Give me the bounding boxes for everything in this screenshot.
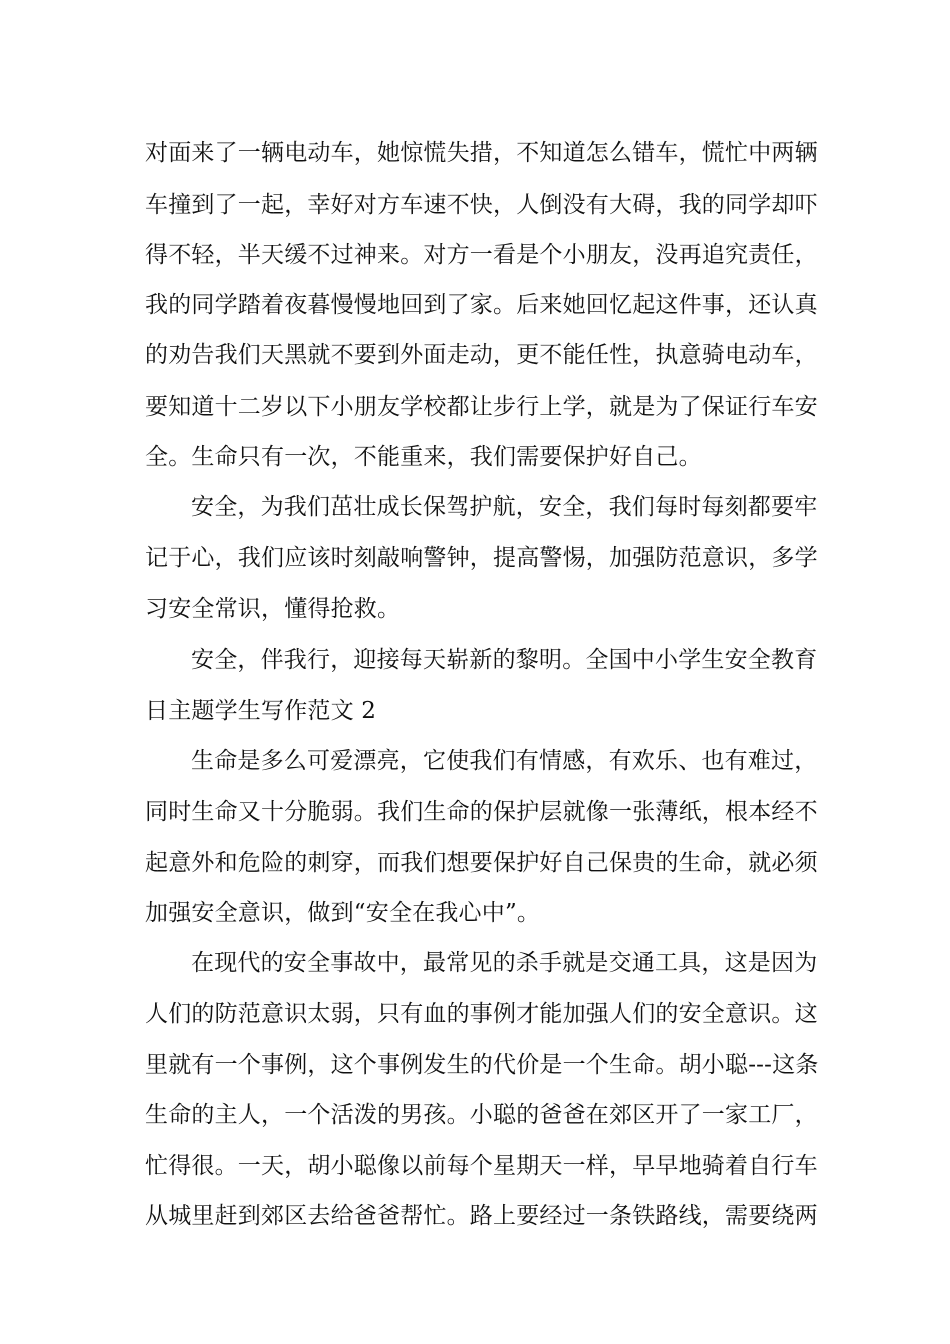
text-line: 人们的防范意识太弱，只有血的事例才能加强人们的安全意识。这 xyxy=(145,1001,818,1027)
text-line: 加强安全意识，做到“安全在我心中”。 xyxy=(145,900,541,926)
text-line: 生命的主人，一个活泼的男孩。小聪的爸爸在郊区开了一家工厂， xyxy=(145,1102,818,1128)
text-line: 同时生命又十分脆弱。我们生命的保护层就像一张薄纸，根本经不 xyxy=(145,799,818,825)
text-line: 习安全常识，懂得抢救。 xyxy=(145,596,401,622)
text-line: 忙得很。一天，胡小聪像以前每个星期天一样，早早地骑着自行车 xyxy=(145,1153,818,1179)
text-line: 的劝告我们天黑就不要到外面走动，更不能任性，执意骑电动车， xyxy=(145,342,818,368)
text-line: 得不轻，半天缓不过神来。对方一看是个小朋友，没再追究责任， xyxy=(145,242,818,268)
text-line: 要知道十二岁以下小朋友学校都让步行上学，就是为了保证行车安 xyxy=(145,394,818,420)
text-line: 从城里赶到郊区去给爸爸帮忙。路上要经过一条铁路线，需要绕两 xyxy=(145,1203,818,1229)
text-line: 里就有一个事例，这个事例发生的代价是一个生命。胡小聪---这条 xyxy=(145,1052,819,1078)
paragraph-first-line: 生命是多么可爱漂亮，它使我们有情感，有欢乐、也有难过， xyxy=(191,748,818,774)
text-line: 全。生命只有一次，不能重来，我们需要保护好自己。 xyxy=(145,444,702,470)
section-title-line: 日主题学生写作范文 2 xyxy=(145,698,377,724)
paragraph-first-line: 安全，为我们茁壮成长保驾护航，安全，我们每时每刻都要牢 xyxy=(191,494,818,520)
text-line: 记于心，我们应该时刻敲响警钟，提高警惕，加强防范意识，多学 xyxy=(145,545,818,571)
paragraph-first-line: 安全，伴我行，迎接每天崭新的黎明。全国中小学生安全教育 xyxy=(191,647,818,673)
text-line: 我的同学踏着夜暮慢慢地回到了家。后来她回忆起这件事，还认真 xyxy=(145,292,818,318)
text-line: 起意外和危险的刺穿，而我们想要保护好自己保贵的生命，就必须 xyxy=(145,850,818,876)
paragraph-first-line: 在现代的安全事故中，最常见的杀手就是交通工具，这是因为 xyxy=(191,950,818,976)
text-line: 对面来了一辆电动车，她惊慌失措，不知道怎么错车，慌忙中两辆 xyxy=(145,140,818,166)
text-line: 车撞到了一起，幸好对方车速不快，人倒没有大碍，我的同学却吓 xyxy=(145,192,818,218)
